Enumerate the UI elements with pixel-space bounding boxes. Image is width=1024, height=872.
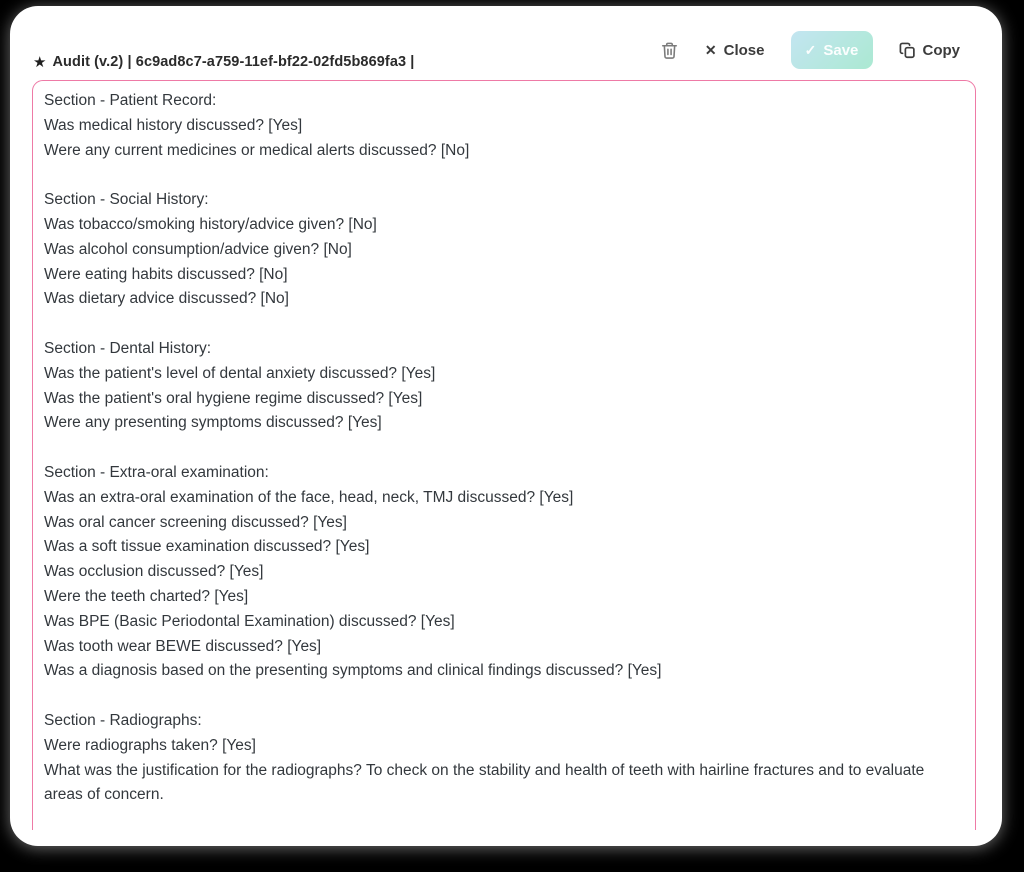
document-section — [44, 188, 964, 312]
document-line: Was an extra-oral examination of the face, head, neck, TMJ discussed? [Yes] — [44, 488, 574, 506]
star-icon: ★ — [33, 53, 47, 71]
document-line: Were any current medicines or medical alerts discussed? [No] — [44, 141, 470, 159]
section-title: Section - Dental History: — [44, 339, 212, 357]
document-editor[interactable] — [32, 80, 976, 830]
document-line: Was dietary advice discussed? [No] — [44, 290, 289, 308]
document-line: Was medical history discussed? [Yes] — [44, 116, 303, 134]
document-line: Was a soft tissue examination discussed? [Yes] — [44, 538, 370, 556]
section-title: Section - Social History: — [44, 191, 209, 209]
document-line: What was the justification for the radiographs? To check on the stability and health of teeth with hairline fractures and to evaluate areas of concern. — [44, 761, 929, 804]
document-section — [44, 709, 964, 808]
document-line: Was the patient's level of dental anxiety discussed? [Yes] — [44, 364, 436, 382]
document-header — [33, 54, 414, 70]
section-title: Section - Extra-oral examination: — [44, 463, 269, 481]
document-line: Was alcohol consumption/advice given? [No] — [44, 240, 352, 258]
close-x-icon: ✕ — [704, 42, 717, 58]
document-line: Was BPE (Basic Periodontal Examination) discussed? [Yes] — [44, 612, 455, 630]
copy-icon — [899, 41, 916, 60]
document-content — [44, 89, 964, 808]
section-title: Section - Radiographs: — [44, 711, 202, 729]
document-section — [44, 337, 964, 436]
copy-button[interactable] — [899, 41, 961, 60]
document-viewport — [32, 80, 976, 830]
close-button-label: Close — [723, 41, 765, 59]
document-line: Were radiographs taken? [Yes] — [44, 736, 256, 754]
save-button[interactable] — [791, 31, 873, 69]
document-line: Was occlusion discussed? [Yes] — [44, 563, 264, 581]
document-line: Were any presenting symptoms discussed? [Yes] — [44, 414, 382, 432]
document-line: Was the patient's oral hygiene regime discussed? [Yes] — [44, 389, 423, 407]
document-line: Were eating habits discussed? [No] — [44, 265, 288, 283]
close-button[interactable] — [705, 42, 765, 59]
toolbar — [660, 30, 960, 70]
document-section — [44, 461, 964, 684]
save-button-label: Save — [823, 41, 859, 59]
trash-icon — [660, 40, 679, 61]
document-line: Was oral cancer screening discussed? [Yes] — [44, 513, 347, 531]
copy-button-label: Copy — [922, 41, 960, 59]
audit-modal-card — [10, 6, 1002, 846]
document-line: Was tobacco/smoking history/advice given? [No] — [44, 215, 377, 233]
delete-button[interactable] — [660, 40, 679, 61]
document-line: Was tooth wear BEWE discussed? [Yes] — [44, 637, 322, 655]
document-title: Audit (v.2) | 6c9ad8c7-a759-11ef-bf22-02fd5b869fa3 | — [52, 54, 415, 70]
section-title: Section - Patient Record: — [44, 92, 217, 109]
checkmark-icon: ✓ — [804, 42, 817, 58]
document-line: Was a diagnosis based on the presenting symptoms and clinical findings discussed? [Yes] — [44, 662, 662, 680]
document-line: Were the teeth charted? [Yes] — [44, 587, 249, 605]
document-section — [44, 89, 964, 163]
